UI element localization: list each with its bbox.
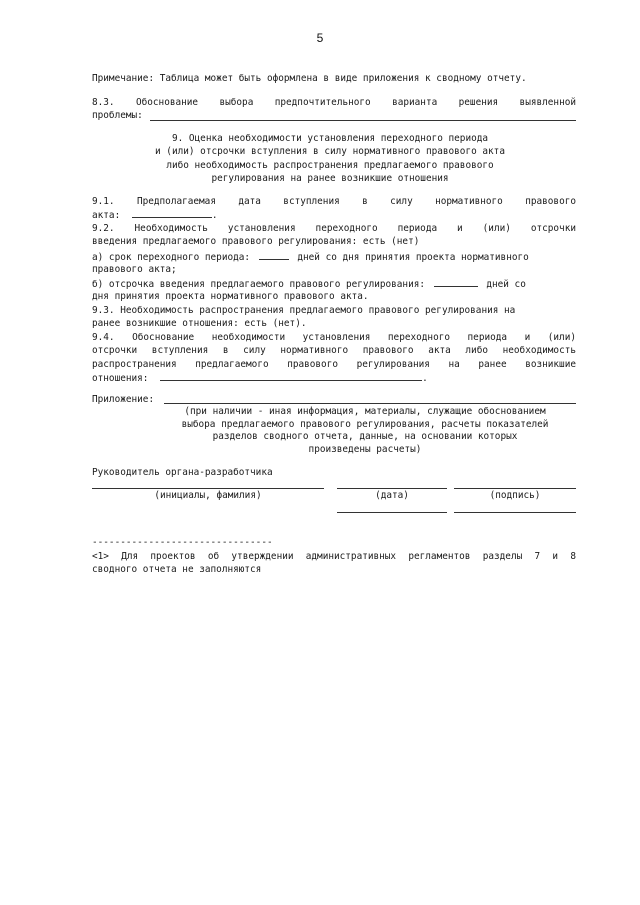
sign-signature-line-2	[454, 512, 576, 513]
transition-period-suffix: дней со дня принятия проекта нормативного	[297, 252, 529, 263]
section-8-3-line-1: 8.3. Обоснование выбора предпочтительного варианта решения выявленной	[92, 97, 576, 108]
appendix-line	[92, 393, 576, 406]
appendix-caption-line-4: произведены расчеты)	[308, 443, 422, 455]
effective-date-field	[132, 208, 212, 218]
section-9-1-line-2	[92, 208, 576, 221]
sign-label: (подпись)	[489, 490, 541, 501]
section-9-heading-line-4: регулирования на ранее возникшие отношения	[211, 173, 449, 185]
deferral-label: б) отсрочка введения предлагаемого правового регулирования:	[92, 279, 426, 290]
appendix-caption-line-2: выбора предлагаемого правового регулирования, расчеты показателей	[181, 418, 549, 430]
appendix	[92, 393, 576, 406]
section-9-2-a	[92, 250, 576, 277]
sign-signature-line	[454, 488, 576, 489]
deferral-days-field	[434, 277, 478, 287]
section-9-1-label: акта:	[92, 210, 121, 222]
appendix-field	[164, 403, 576, 404]
section-9-heading-line-2: и (или) отсрочки вступления в силу нормативного правового акта	[155, 146, 505, 158]
section-9-4-line-1: 9.4. Обоснование необходимости установления переходного периода и (или)	[92, 332, 576, 343]
footnote-line-2: сводного отчета не заполняются	[92, 564, 262, 576]
date-signature-line-2	[337, 512, 447, 513]
section-9-4	[92, 331, 576, 385]
section-9-2-line-1: 9.2. Необходимость установления переходного периода и (или) отсрочки	[92, 223, 576, 234]
transition-period-label: а) срок переходного периода:	[92, 252, 251, 263]
section-9-4-line-2: отсрочки вступления в силу нормативного правового акта либо необходимость	[92, 345, 576, 357]
name-label: (инициалы, фамилия)	[154, 490, 262, 501]
section-9-4-label: отношения:	[92, 373, 149, 385]
section-9-4-line-3: распространения предлагаемого правового регулирования на ранее возникшие	[92, 358, 576, 370]
section-9-2-line-2: введения предлагаемого правового регулирования: есть (нет)	[92, 236, 420, 248]
appendix-label: Приложение:	[92, 394, 155, 405]
section-9-2	[92, 222, 576, 249]
section-8-3	[92, 96, 576, 123]
section-9-1-end: .	[211, 210, 218, 222]
page-number: 5	[316, 31, 324, 45]
appendix-caption-line-3: разделов сводного отчета, данные, на основании которых	[212, 431, 518, 443]
section-8-3-line-2-text: проблемы:	[92, 110, 143, 122]
section-9-4-field	[160, 371, 422, 381]
appendix-caption	[150, 406, 580, 456]
footnote-rule: --------------------------------	[92, 537, 273, 548]
section-9-2-b	[92, 277, 576, 304]
section-9-1-line-1: 9.1. Предполагаемая дата вступления в силу нормативного правового	[92, 196, 576, 207]
section-9-2-a-line-1	[92, 250, 576, 263]
head-title: Руководитель органа-разработчика	[92, 467, 273, 478]
section-9-3-line-1: 9.3. Необходимость распространения предлагаемого правового регулирования на	[92, 305, 516, 316]
section-9-heading-line-1: 9. Оценка необходимости установления переходного периода	[171, 133, 489, 144]
section-9-4-end: .	[422, 373, 428, 385]
table-note: Примечание: Таблица может быть оформлена в виде приложения к сводному отчету.	[92, 73, 527, 84]
section-9-3-line-2: ранее возникшие отношения: есть (нет).	[92, 318, 307, 330]
section-9-4-line-4	[92, 371, 576, 384]
section-9-heading	[110, 132, 550, 186]
date-label: (дата)	[375, 490, 409, 501]
footnote	[92, 550, 576, 577]
section-9-2-b-line-1	[92, 277, 576, 290]
deferral-suffix: дней со	[486, 279, 526, 290]
section-9-2-a-line-2: правового акта;	[92, 264, 177, 276]
section-9-2-b-line-2: дня принятия проекта нормативного правового акта.	[92, 291, 369, 303]
section-9-1	[92, 195, 576, 222]
name-signature-line	[92, 488, 324, 489]
transition-period-days-field	[259, 250, 289, 260]
footnote-line-1: <1> Для проектов об утверждении административных регламентов разделы 7 и 8	[92, 551, 576, 562]
appendix-caption-line-1: (при наличии - иная информация, материалы, служащие обоснованием	[184, 406, 546, 417]
section-8-3-line-2	[92, 109, 576, 122]
problem-justification-field	[150, 120, 576, 121]
section-9-heading-line-3: либо необходимость распространения предлагаемого правового	[166, 159, 494, 171]
date-signature-line	[337, 488, 447, 489]
section-9-3	[92, 304, 576, 331]
